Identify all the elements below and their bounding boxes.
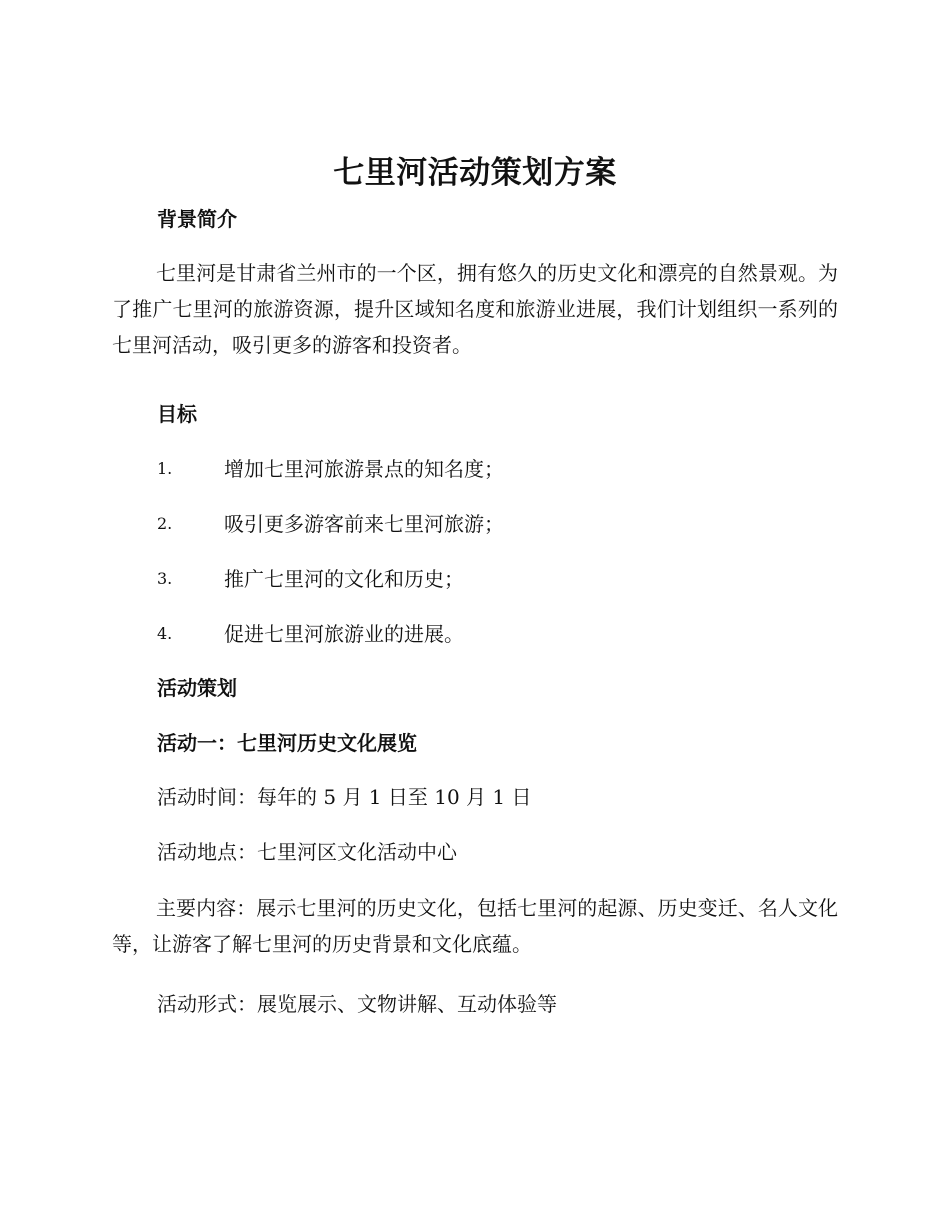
list-text: 促进七里河旅游业的进展。 <box>224 622 464 646</box>
list-number: 2. <box>157 514 173 533</box>
document-title: 七里河活动策划方案 <box>333 155 617 191</box>
goals-heading: 目标 <box>157 402 197 426</box>
list-text: 增加七里河旅游景点的知名度； <box>224 457 504 481</box>
activity-content: 主要内容：展示七里河的历史文化，包括七里河的起源、历史变迁、名人文化等，让游客了解七里河的历史背景和文化底蕴。 <box>112 896 838 956</box>
background-paragraph: 七里河是甘肃省兰州市的一个区，拥有悠久的历史文化和漂亮的自然景观。为了推广七里河的旅游资源，提升区域知名度和旅游业进展，我们计划组织一系列的七里河活动，吸引更多的游客和投资者。 <box>112 261 838 357</box>
background-heading: 背景简介 <box>157 207 237 231</box>
activity-one-heading: 活动一：七里河历史文化展览 <box>157 731 417 755</box>
list-number: 1. <box>157 459 173 478</box>
activity-time: 活动时间：每年的 5 月 1 日至 10 月 1 日 <box>157 785 532 809</box>
list-number: 4. <box>157 624 173 643</box>
list-number: 3. <box>157 569 173 588</box>
activity-format: 活动形式：展览展示、文物讲解、互动体验等 <box>157 992 557 1016</box>
list-text: 吸引更多游客前来七里河旅游； <box>224 512 504 536</box>
planning-heading: 活动策划 <box>157 676 237 700</box>
activity-location: 活动地点：七里河区文化活动中心 <box>157 840 457 864</box>
list-text: 推广七里河的文化和历史； <box>224 567 464 591</box>
